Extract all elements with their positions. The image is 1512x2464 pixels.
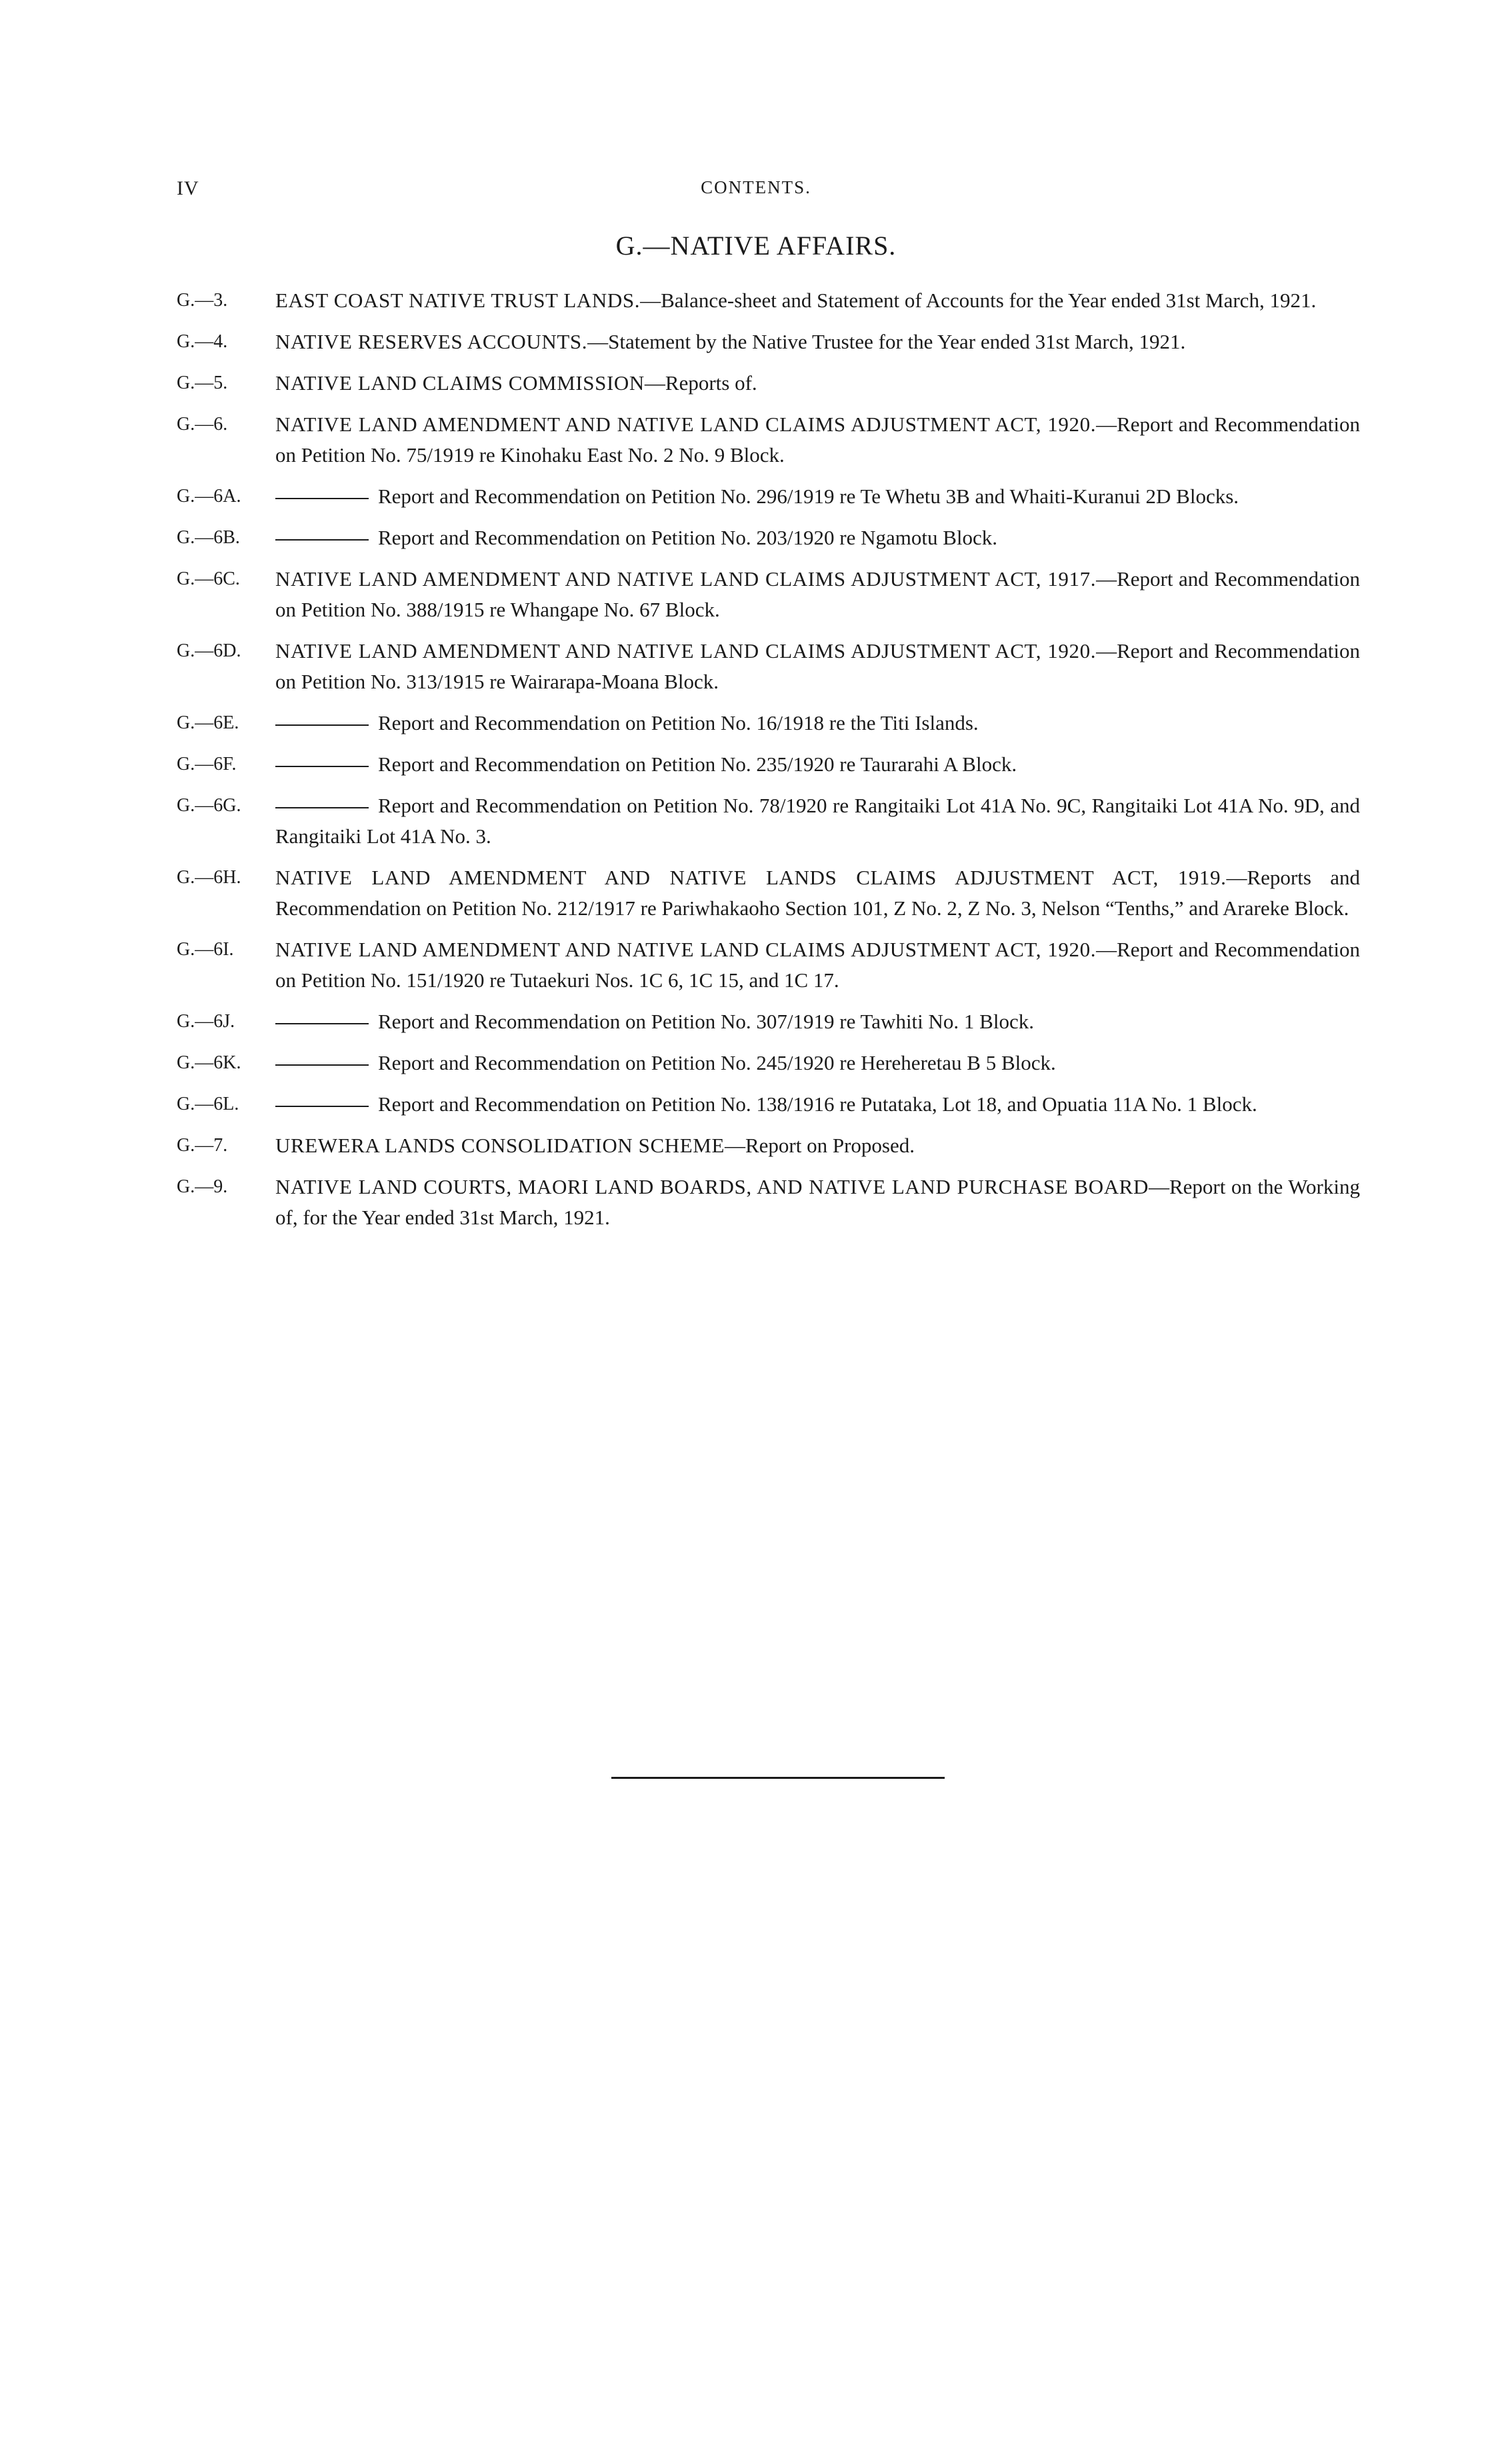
contents-entry [177, 862, 1360, 924]
ditto-dash [275, 1106, 369, 1107]
entry-text: —Report on Proposed. [725, 1134, 915, 1157]
entry-body [275, 409, 1360, 471]
contents-entry [177, 636, 1360, 697]
entry-text: Report and Recommendation on Petition No. 78/1920 re Rangitaiki Lot 41A No. 9C, Rangitaiki Lot 41A No. 9D, and Rangitaiki Lot 41A No. 3. [275, 794, 1360, 848]
contents-entry [177, 368, 1360, 399]
entry-code: G.—6C. [177, 569, 240, 589]
entry-title: NATIVE LAND AMENDMENT AND NATIVE LAND CLAIMS ADJUSTMENT ACT, 1920. [275, 938, 1097, 961]
contents-entry [177, 564, 1360, 625]
entry-code: G.—6L. [177, 1094, 239, 1114]
entry-code: G.—6D. [177, 640, 241, 661]
entry-text: —Report and Recommendation on Petition No. 75/1919 re Kinohaku East No. 2 No. 9 Block. [275, 413, 1361, 467]
entry-body [275, 481, 1360, 512]
ditto-dash [275, 539, 369, 541]
entry-title: NATIVE LAND AMENDMENT AND NATIVE LANDS CLAIMS ADJUSTMENT ACT, 1919. [275, 866, 1227, 889]
entry-title: NATIVE LAND AMENDMENT AND NATIVE LAND CLAIMS ADJUSTMENT ACT, 1920. [275, 639, 1097, 662]
entry-body [275, 1089, 1360, 1120]
entry-body [275, 1130, 1360, 1161]
entry-text: Report and Recommendation on Petition No. 296/1919 re Te Whetu 3B and Whaiti-Kuranui 2D Blocks. [378, 485, 1239, 508]
entry-body [275, 636, 1360, 697]
entry-text: Report and Recommendation on Petition No. 235/1920 re Taurarahi A Block. [378, 752, 1017, 776]
ditto-dash [275, 1064, 369, 1066]
entry-title: NATIVE LAND AMENDMENT AND NATIVE LAND CLAIMS ADJUSTMENT ACT, 1920. [275, 413, 1097, 436]
running-head: CONTENTS. [701, 177, 811, 197]
entry-title: NATIVE LAND CLAIMS COMMISSION [275, 371, 645, 395]
entry-body [275, 790, 1360, 852]
contents-entry [177, 409, 1360, 471]
entry-code: G.—5. [177, 373, 228, 393]
section-title: G.—NATIVE AFFAIRS. [615, 231, 897, 261]
contents-list [177, 285, 1360, 1244]
entry-body [275, 564, 1360, 625]
contents-entry [177, 1048, 1360, 1078]
entry-code: G.—6F. [177, 754, 237, 774]
entry-text: Report and Recommendation on Petition No. 16/1918 re the Titi Islands. [378, 711, 979, 734]
entry-text: —Statement by the Native Trustee for the Year ended 31st March, 1921. [587, 330, 1186, 353]
page-number: IV [177, 177, 199, 199]
entry-code: G.—6E. [177, 712, 239, 733]
entry-title: NATIVE LAND AMENDMENT AND NATIVE LAND CLAIMS ADJUSTMENT ACT, 1917. [275, 567, 1097, 591]
entry-code: G.—3. [177, 290, 228, 311]
entry-code: G.—6A. [177, 486, 241, 507]
contents-entry [177, 523, 1360, 553]
entry-code: G.—6G. [177, 795, 241, 816]
entry-title: UREWERA LANDS CONSOLIDATION SCHEME [275, 1134, 725, 1157]
entry-body [275, 368, 1360, 399]
entry-text: Report and Recommendation on Petition No. 245/1920 re Hereheretau B 5 Block. [378, 1051, 1056, 1074]
entry-text: —Report and Recommendation on Petition No. 313/1915 re Wairarapa-Moana Block. [275, 639, 1361, 693]
entry-body [275, 327, 1360, 357]
ditto-dash [275, 724, 369, 726]
contents-entry [177, 285, 1360, 316]
contents-entry [177, 749, 1360, 780]
entry-code: G.—6K. [177, 1052, 241, 1073]
entry-text: —Report on the Working of, for the Year ended 31st March, 1921. [275, 1175, 1360, 1229]
entry-body [275, 749, 1360, 780]
entry-body [275, 285, 1360, 316]
entry-body [275, 1172, 1360, 1233]
entry-code: G.—6H. [177, 867, 241, 888]
closing-rule [611, 1777, 945, 1779]
ditto-dash [275, 1023, 369, 1024]
ditto-dash [275, 766, 369, 767]
contents-entry [177, 708, 1360, 738]
entry-title: NATIVE RESERVES ACCOUNTS. [275, 330, 588, 353]
entry-text: —Report and Recommendation on Petition No. 388/1915 re Whangape No. 67 Block. [275, 567, 1361, 621]
entry-body [275, 1048, 1360, 1078]
entry-text: Report and Recommendation on Petition No. 307/1919 re Tawhiti No. 1 Block. [378, 1010, 1034, 1033]
entry-title: EAST COAST NATIVE TRUST LANDS. [275, 289, 641, 312]
entry-code: G.—9. [177, 1176, 228, 1197]
contents-entry [177, 1089, 1360, 1120]
contents-entry [177, 1130, 1360, 1161]
entry-body [275, 934, 1360, 996]
entry-text: —Report and Recommendation on Petition No. 151/1920 re Tutaekuri Nos. 1C 6, 1C 15, and 1C 17. [275, 938, 1361, 992]
entry-code: G.—4. [177, 331, 228, 352]
entry-text: —Balance-sheet and Statement of Accounts for the Year ended 31st March, 1921. [640, 289, 1317, 312]
contents-entry [177, 481, 1360, 512]
contents-entry [177, 1006, 1360, 1037]
entry-code: G.—6I. [177, 939, 234, 960]
entry-body [275, 862, 1360, 924]
entry-text: Report and Recommendation on Petition No. 138/1916 re Putataka, Lot 18, and Opuatia 11A No. 1 Block. [378, 1092, 1257, 1116]
entry-code: G.—7. [177, 1135, 228, 1156]
ditto-dash [275, 807, 369, 808]
contents-entry [177, 934, 1360, 996]
entry-text: —Reports of. [644, 371, 757, 395]
entry-title: NATIVE LAND COURTS, MAORI LAND BOARDS, AND NATIVE LAND PURCHASE BOARD [275, 1175, 1149, 1198]
entry-text: —Reports and Recommendation on Petition No. 212/1917 re Pariwhakaoho Section 101, Z No. 2, Z No. 3, Nelson “Tenths,” and Arareke Block. [275, 866, 1361, 920]
entry-body [275, 708, 1360, 738]
ditto-dash [275, 498, 369, 499]
entry-text: Report and Recommendation on Petition No. 203/1920 re Ngamotu Block. [378, 526, 998, 549]
entry-body [275, 523, 1360, 553]
entry-code: G.—6J. [177, 1011, 235, 1032]
contents-entry [177, 327, 1360, 357]
contents-entry [177, 1172, 1360, 1233]
contents-entry [177, 790, 1360, 852]
entry-code: G.—6B. [177, 527, 240, 548]
page-header [0, 177, 1512, 207]
entry-body [275, 1006, 1360, 1037]
entry-code: G.—6. [177, 414, 228, 435]
